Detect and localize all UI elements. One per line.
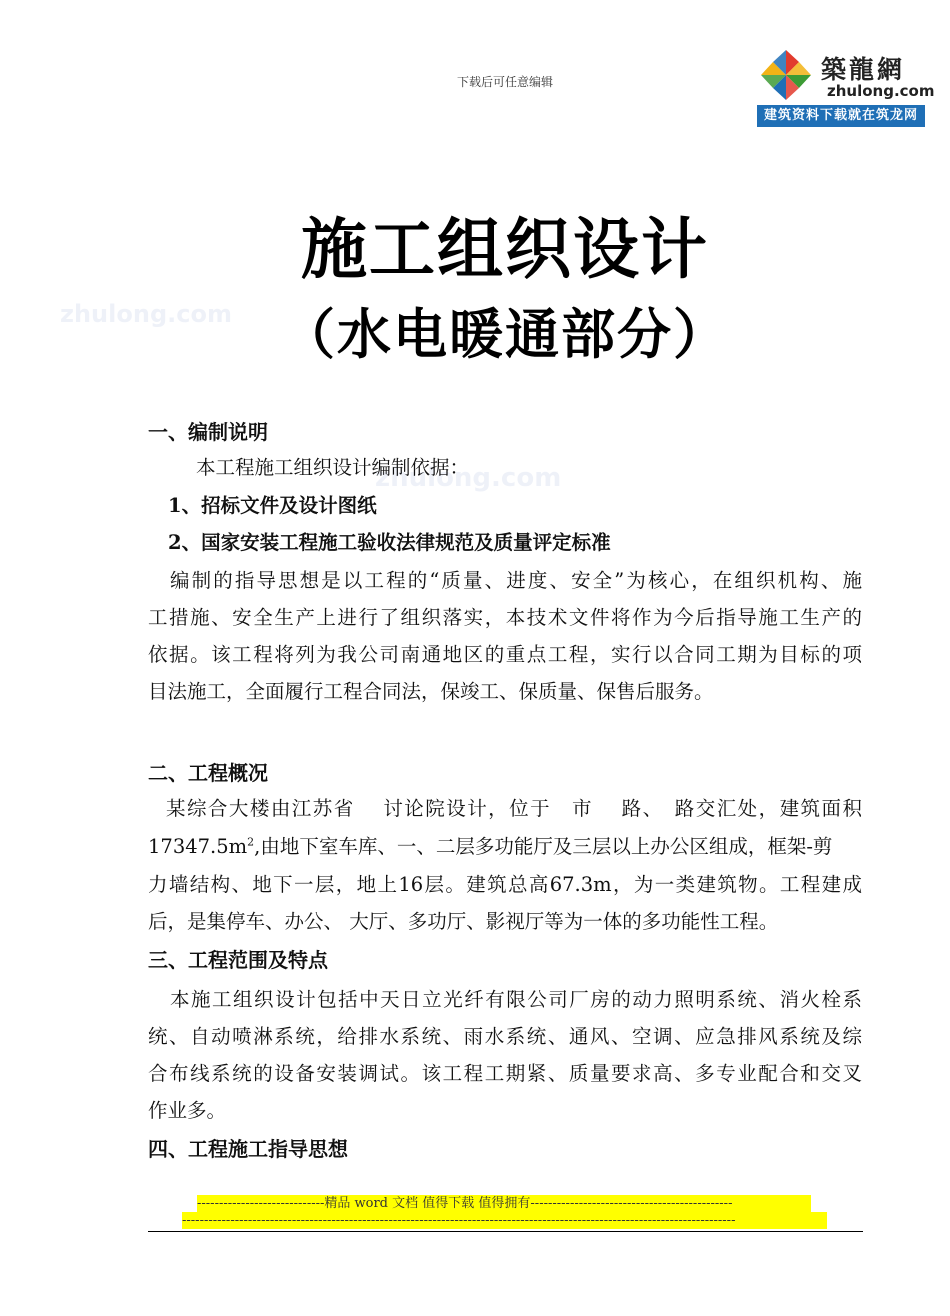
- paragraph-line: 合布线系统的设备安装调试。该工程工期紧、质量要求高、多专业配合和交叉: [148, 1062, 862, 1085]
- watermark: zhulong.com: [375, 463, 562, 493]
- zhulong-logo[interactable]: [757, 44, 935, 127]
- area-value: 17347.5m: [148, 835, 248, 858]
- paragraph-line: 某综合大楼由江苏省 讨论院设计，位于 市 路、 路交汇处，建筑面积: [166, 797, 862, 820]
- basis-item-2: 2、国家安装工程施工验收法律规范及质量评定标准: [168, 531, 611, 554]
- paragraph-line: 编制的指导思想是以工程的“质量、进度、安全”为核心，在组织机构、施: [170, 569, 862, 592]
- logo-top: [757, 44, 935, 104]
- basis-item-1: 1、招标文件及设计图纸: [168, 494, 377, 517]
- footer-highlight-line-1: -----------------------------精品 word 文档 值得下载 值得拥有----------------------------------------------: [197, 1195, 811, 1212]
- section-heading-2: 二、工程概况: [148, 761, 268, 785]
- section1-intro: 本工程施工组织设计编制依据：: [196, 456, 470, 479]
- logo-domain: zhulong.com: [827, 82, 935, 100]
- footer-highlight-line-2: ------------------------------------------------------------------------------------------------------------------------------: [182, 1212, 827, 1229]
- section-heading-3: 三、工程范围及特点: [148, 948, 328, 972]
- paragraph-line: 作业多。: [148, 1099, 227, 1122]
- logo-pinwheel-icon: [759, 48, 813, 102]
- paragraph-line: 工措施、安全生产上进行了组织落实，本技术文件将作为今后指导施工生产的: [148, 606, 862, 629]
- area-rest: ,由地下室车库、一、二层多功能厅及三层以上办公区组成，框架-剪: [254, 835, 833, 858]
- paragraph-line: 依据。该工程将列为我公司南通地区的重点工程，实行以合同工期为目标的项: [148, 643, 862, 666]
- header-note: 下载后可任意编辑: [456, 75, 553, 89]
- paragraph-line: 本施工组织设计包括中天日立光纤有限公司厂房的动力照明系统、消火栓系: [170, 988, 862, 1011]
- area-superscript: 2: [247, 835, 255, 849]
- logo-tagline: 建筑资料下载就在筑龙网: [757, 105, 925, 127]
- paragraph-line: 目法施工，全面履行工程合同法，保竣工、保质量、保售后服务。: [148, 680, 714, 703]
- logo-name-cn: 築龍網: [821, 55, 906, 84]
- paragraph-line: 后，是集停车、办公、 大厅、多功厅、影视厅等为一体的多功能性工程。: [148, 910, 779, 933]
- paragraph-line-area: [148, 831, 862, 859]
- watermark: zhulong.com: [60, 300, 232, 328]
- document-subtitle: （水电暖通部分）: [281, 303, 729, 366]
- section-heading-4: 四、工程施工指导思想: [148, 1137, 348, 1161]
- paragraph-line: 力墙结构、地下一层，地上16层。建筑总高67.3m，为一类建筑物。工程建成: [148, 873, 862, 896]
- section-heading-1: 一、编制说明: [148, 420, 268, 444]
- footer-divider: [148, 1231, 863, 1232]
- paragraph-line: 统、自动喷淋系统，给排水系统、雨水系统、通风、空调、应急排风系统及综: [148, 1025, 862, 1048]
- document-title: 施工组织设计: [301, 211, 709, 288]
